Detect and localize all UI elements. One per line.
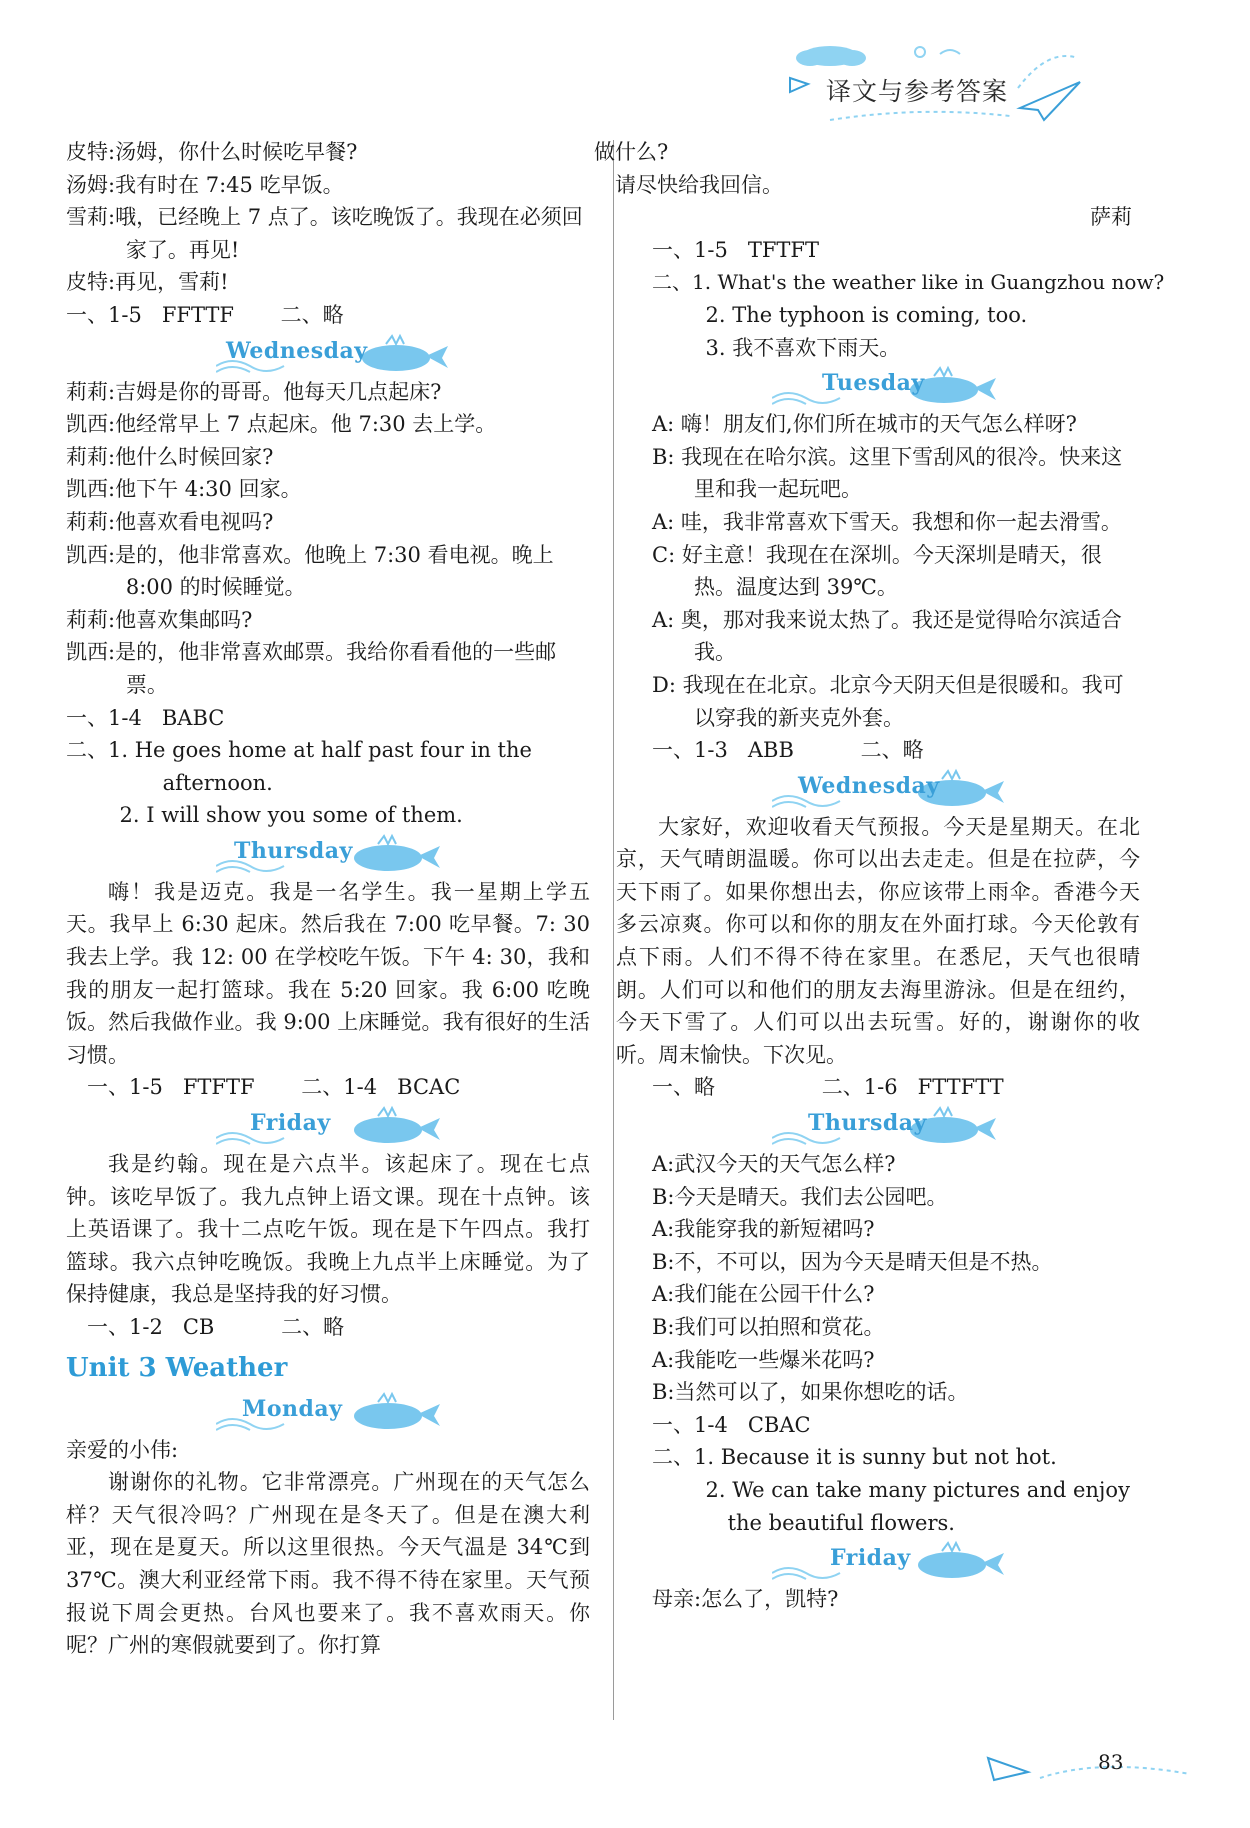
dialogue-line: A:我们能在公园干什么?	[652, 1282, 875, 1307]
dialogue-line: 莉莉:他喜欢看电视吗?	[66, 509, 274, 534]
day-banner-tuesday	[652, 364, 1140, 408]
dialogue-line: A:武汉今天的天气怎么样?	[652, 1152, 896, 1177]
passage-paragraph: 大家好，欢迎收看天气预报。今天是星期天。在北京，天气晴朗温暖。你可以出去走走。但是在拉萨，今天下雨了。如果你想出去，你应该带上雨伞。香港今天多云凉爽。你可以和你的朋友在外面打球。今天伦敦有点下雨。人们不得不待在家里。在悉尼，天气也很晴朗。人们可以和他们的朋友去海里游泳。但是在纽约，今天下雪了。人们可以出去玩雪。好的，谢谢你的收听。周末愉快。下次见。	[616, 814, 1140, 1067]
dialogue-line: A: 奥，那对我来说太热了。我还是觉得哈尔滨适合我。	[652, 607, 1122, 665]
answer-line: 一、1-3 ABB 二、略	[652, 738, 924, 763]
day-label: Wednesday	[798, 772, 940, 799]
day-banner-wednesday	[66, 332, 590, 376]
letter-paragraph: 谢谢你的礼物。它非常漂亮。广州现在的天气怎么样？天气很冷吗？广州现在是冬天了。但是在澳大利亚，现在是夏天。所以这里很热。今天气温是 34℃到 37℃。澳大利亚经常下雨。我不得不待在家里。天气预报说下周会更热。台风也要来了。我不喜欢雨天。你呢？广州的寒假就要到了。你打算	[66, 1470, 590, 1658]
dialogue-line: A: 哇，我非常喜欢下雪天。我想和你一起去滑雪。	[652, 509, 1122, 534]
letter-signature: 萨莉	[1090, 205, 1132, 230]
dialogue-line: D: 我现在在北京。北京今天阴天但是很暖和。我可以穿我的新夹克外套。	[652, 672, 1124, 730]
day-banner-thursday	[66, 832, 590, 876]
answer-line: 一、1-4 BABC	[66, 705, 225, 730]
right-column	[594, 136, 1165, 1616]
answer-line: 2. We can take many pictures and enjoy the beautiful flowers.	[705, 1477, 1130, 1535]
day-label: Friday	[830, 1545, 911, 1572]
day-banner-friday-right	[652, 1539, 1140, 1583]
dialogue-line: 凯西:他经常早上 7 点起床。他 7:30 去上学。	[66, 412, 497, 437]
answer-line: 一、1-4 CBAC	[652, 1412, 811, 1437]
day-label: Thursday	[808, 1110, 927, 1137]
dialogue-line: 雪莉:哦，已经晚上 7 点了。该吃晚饭了。我现在必须回家了。再见!	[66, 205, 583, 262]
dialogue-line: 凯西:他下午 4:30 回家。	[66, 477, 302, 502]
answer-line: 一、1-5 FFTTF 二、略	[66, 302, 344, 327]
dialogue-line: 莉莉:吉姆是你的哥哥。他每天几点起床?	[66, 379, 442, 404]
day-label: Thursday	[234, 837, 353, 864]
dialogue-line: 母亲:怎么了，凯特?	[652, 1587, 839, 1612]
answer-line: 一、略 二、1-6 FTTFTT	[652, 1075, 1004, 1100]
left-column	[66, 136, 590, 1662]
dialogue-line: B:不，不可以，因为今天是晴天但是不热。	[652, 1249, 1053, 1274]
day-banner-thursday-right	[652, 1104, 1140, 1148]
dialogue-line: B:今天是晴天。我们去公园吧。	[652, 1184, 948, 1209]
letter-closing: 请尽快给我回信。	[615, 172, 783, 197]
page-header	[770, 38, 1090, 128]
answer-line: 一、1-5 TFTFT	[652, 237, 820, 262]
dialogue-line: 莉莉:他喜欢集邮吗?	[66, 607, 253, 632]
column-divider	[613, 140, 614, 1720]
dialogue-line: B: 我现在在哈尔滨。这里下雪刮风的很冷。快来这里和我一起玩吧。	[652, 444, 1123, 502]
day-banner-friday	[66, 1104, 590, 1148]
day-label: Monday	[242, 1395, 343, 1422]
letter-greeting: 亲爱的小伟:	[66, 1437, 179, 1462]
dialogue-line: 莉莉:他什么时候回家?	[66, 444, 274, 469]
paper-plane-icon	[980, 1738, 1200, 1798]
dialogue-line: B:当然可以了，如果你想吃的话。	[652, 1380, 969, 1405]
answer-line: 3. 我不喜欢下雨天。	[705, 335, 901, 360]
passage-paragraph: 嗨！我是迈克。我是一名学生。我一星期上学五天。我早上 6:30 起床。然后我在 7:00 吃早餐。7: 30 我去上学。我 12: 00 在学校吃午饭。下午 4: 30，我和我的朋友一起打篮球。我在 5:20 回家。我 6:00 吃晚饭。然后我做作业。我 9:00 上床睡觉。我有很好的生活习惯。	[66, 879, 590, 1067]
day-banner-wednesday-right	[652, 767, 1140, 811]
dialogue-line: C: 好主意！我现在在深圳。今天深圳是晴天，很热。温度达到 39℃。	[652, 542, 1102, 600]
page-number: 83	[1098, 1750, 1124, 1774]
dialogue-line: 皮特:再见，雪莉!	[66, 270, 229, 295]
day-banner-monday	[66, 1390, 590, 1434]
answer-line: 2. The typhoon is coming, too.	[705, 302, 1028, 327]
dialogue-line: 凯西:是的，他非常喜欢。他晚上 7:30 看电视。晚上 8:00 的时候睡觉。	[66, 542, 554, 600]
dialogue-line: A:我能吃一些爆米花吗?	[652, 1347, 875, 1372]
answer-line: 二、1. What's the weather like in Guangzhou now?	[652, 270, 1165, 295]
header-title: 译文与参考答案	[826, 77, 1009, 106]
passage-paragraph: 我是约翰。现在是六点半。该起床了。现在七点钟。该吃早饭了。我九点钟上语文课。现在十点钟。该上英语课了。我十二点吃午饭。现在是下午四点。我打篮球。我六点钟吃晚饭。我晚上九点半上床睡觉。为了保持健康，我总是坚持我的好习惯。	[66, 1152, 590, 1307]
answer-line: 二、1. Because it is sunny but not hot.	[652, 1445, 1057, 1470]
answer-line: 二、1. He goes home at half past four in the afternoon.	[66, 738, 532, 795]
answer-line: 一、1-5 FTFTF 二、1-4 BCAC	[87, 1075, 461, 1100]
dialogue-line: 汤姆:我有时在 7:45 吃早饭。	[66, 172, 344, 197]
dialogue-line: 凯西:是的，他非常喜欢邮票。我给你看看他的一些邮票。	[66, 640, 557, 697]
dialogue-line: 皮特:汤姆，你什么时候吃早餐?	[66, 140, 358, 164]
answer-line: 2. I will show you some of them.	[119, 803, 463, 828]
dialogue-line: B:我们可以拍照和赏花。	[652, 1315, 885, 1339]
unit-heading: Unit 3 Weather	[66, 1352, 288, 1383]
answer-line: 一、1-2 CB 二、略	[87, 1315, 345, 1339]
day-label: Wednesday	[226, 337, 368, 364]
dialogue-line: A: 嗨！朋友们,你们所在城市的天气怎么样呀?	[652, 412, 1077, 437]
dialogue-line: A:我能穿我的新短裙吗?	[652, 1217, 875, 1242]
day-label: Friday	[250, 1110, 331, 1137]
letter-continuation: 做什么?	[594, 140, 669, 164]
day-label: Tuesday	[822, 370, 925, 397]
